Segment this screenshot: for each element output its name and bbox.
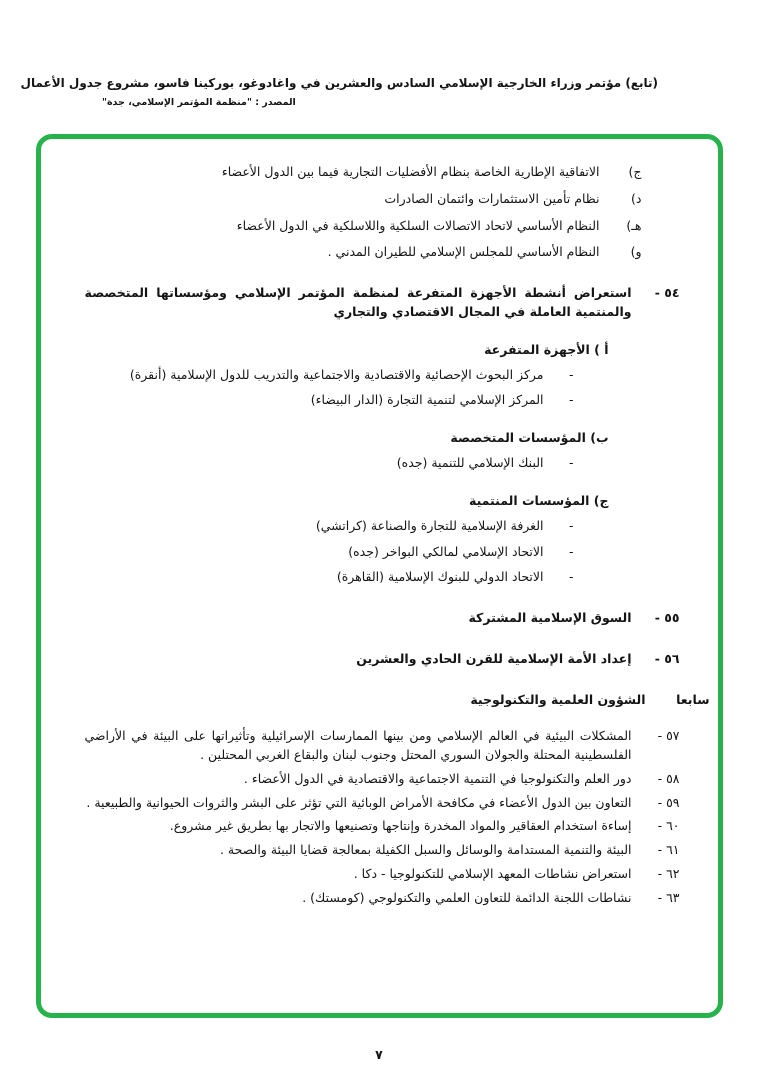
item-text: مركز البحوث الإحصائية والاقتصادية والاجتماعية والتدريب للدول الإسلامية (أنقرة)	[129, 366, 544, 382]
item-number: ٥٤ -	[654, 285, 680, 300]
item-marker: و)	[630, 244, 642, 260]
subsection-heading-b: ب) المؤسسات المتخصصة	[450, 430, 609, 445]
dash-marker: -	[568, 569, 574, 585]
item-text: التعاون بين الدول الأعضاء في مكافحة الأمراض الوبائية التي تؤثر على البشر والثروات الحيوانية والطبيعية .	[86, 794, 632, 810]
page-header	[20, 76, 658, 108]
dash-marker: -	[568, 392, 574, 408]
lettered-item-d	[85, 190, 712, 209]
item-title: إعداد الأمة الإسلامية للقرن الحادي والعشرين	[356, 650, 632, 666]
item-number: ٥٧ -	[657, 728, 680, 744]
item-text: نشاطات اللجنة الدائمة للتعاون العلمي والتكنولوجي (كومستك) .	[302, 889, 632, 905]
agenda-item-60	[85, 817, 712, 836]
dash-marker: -	[568, 366, 574, 382]
item-number: ٦١ -	[657, 842, 680, 857]
item-text: الغرفة الإسلامية للتجارة والصناعة (كراتشي)	[315, 517, 544, 533]
item-title: السوق الإسلامية المشتركة	[468, 610, 632, 625]
item-marker: ج)	[628, 164, 642, 179]
agenda-item-56	[85, 650, 712, 669]
item-text: إساءة استخدام العقاقير والمواد المخدرة وإنتاجها وتصنيعها والاتجار بها بطريق غير مشروع.	[169, 818, 632, 834]
agenda-item-58	[85, 770, 712, 789]
page-number: ٧	[375, 1047, 383, 1062]
item-title: استعراض أنشطة الأجهزة المتفرعة لمنظمة المؤتمر الإسلامي ومؤسساتها المتخصصة والمنتمية العاملة في المجال الاقتصادي والتجاري	[84, 285, 632, 319]
sub-item	[85, 543, 712, 562]
item-text: البيئة والتنمية المستدامة والوسائل والسبل الكفيلة بمعالجة قضايا البيئة والصحة .	[219, 842, 632, 857]
item-number: ٦٣ -	[657, 889, 680, 905]
sub-item	[85, 366, 712, 385]
subsection-heading-a: أ ) الأجهزة المتفرعة	[484, 341, 609, 357]
item-text: البنك الإسلامي للتنمية (جده)	[396, 455, 544, 470]
lettered-item-h	[85, 217, 712, 236]
sub-item	[85, 391, 712, 410]
lettered-item-w	[85, 243, 712, 262]
lettered-item-j	[85, 163, 712, 182]
item-text: دور العلم والتكنولوجيا في التنمية الاجتماعية والاقتصادية في الدول الأعضاء .	[243, 770, 632, 786]
agenda-item-61	[85, 841, 712, 860]
header-title: (تابع) مؤتمر وزراء الخارجية الإسلامي السادس والعشرين في واغادوغو، بوركينا فاسو، مشروع جدول الأعمال	[20, 76, 658, 90]
item-text: استعراض نشاطات المعهد الإسلامي للتكنولوجيا - دكا .	[353, 865, 632, 881]
item-text: الاتحاد الدولي للبنوك الإسلامية (القاهرة)	[336, 569, 544, 585]
sub-item	[85, 568, 712, 587]
dash-marker: -	[568, 517, 574, 533]
sub-item	[85, 517, 712, 536]
item-number: ٥٦ -	[654, 650, 680, 666]
agenda-item-54	[85, 284, 712, 322]
header-source: المصدر : "منظمة المؤتمر الإسلامي، جدة"	[102, 97, 296, 108]
item-text: نظام تأمين الاستثمارات وائتمان الصادرات	[384, 190, 600, 206]
agenda-item-62	[85, 865, 712, 884]
dash-marker: -	[568, 543, 574, 559]
item-text: الاتفاقية الإطارية الخاصة بنظام الأفضليات التجارية فيما بين الدول الأعضاء	[221, 164, 600, 179]
agenda-item-59	[85, 794, 712, 813]
sub-item	[85, 454, 712, 473]
item-number: ٦٠ -	[657, 818, 680, 834]
agenda-item-55	[85, 609, 712, 628]
item-marker: هـ)	[626, 217, 642, 233]
section-heading-seventh	[85, 691, 712, 710]
dash-marker: -	[568, 455, 574, 470]
item-text: الاتحاد الإسلامي لمالكي البواخر (جده)	[348, 543, 544, 559]
item-text: النظام الأساسي للمجلس الإسلامي للطيران المدني .	[327, 244, 600, 260]
item-marker: د)	[631, 190, 642, 206]
agenda-item-57	[85, 727, 712, 765]
item-text: النظام الأساسي لاتحاد الاتصالات السلكية واللاسلكية في الدول الأعضاء	[236, 217, 600, 233]
agenda-item-63	[85, 889, 712, 908]
item-text: المركز الإسلامي لتنمية التجارة (الدار البيضاء)	[310, 392, 544, 408]
section-marker: سابعا	[676, 691, 710, 707]
item-number: ٦٢ -	[657, 865, 680, 881]
item-number: ٥٨ -	[657, 770, 680, 786]
item-number: ٥٩ -	[657, 794, 680, 810]
agenda-border-box	[36, 134, 723, 1018]
item-number: ٥٥ -	[654, 610, 680, 625]
subsection-heading-c: ج) المؤسسات المنتمية	[468, 492, 609, 508]
item-text: المشكلات البيئية في العالم الإسلامي ومن بينها الممارسات الإسرائيلية وتأثيراتها على البيئة في الأراضي الفلسطينية المحتلة والجولان السوري المحتل وجنوب لبنان والبقاع الغربي المحتلين .	[84, 728, 632, 762]
section-title: الشؤون العلمية والتكنولوجية	[470, 691, 646, 707]
